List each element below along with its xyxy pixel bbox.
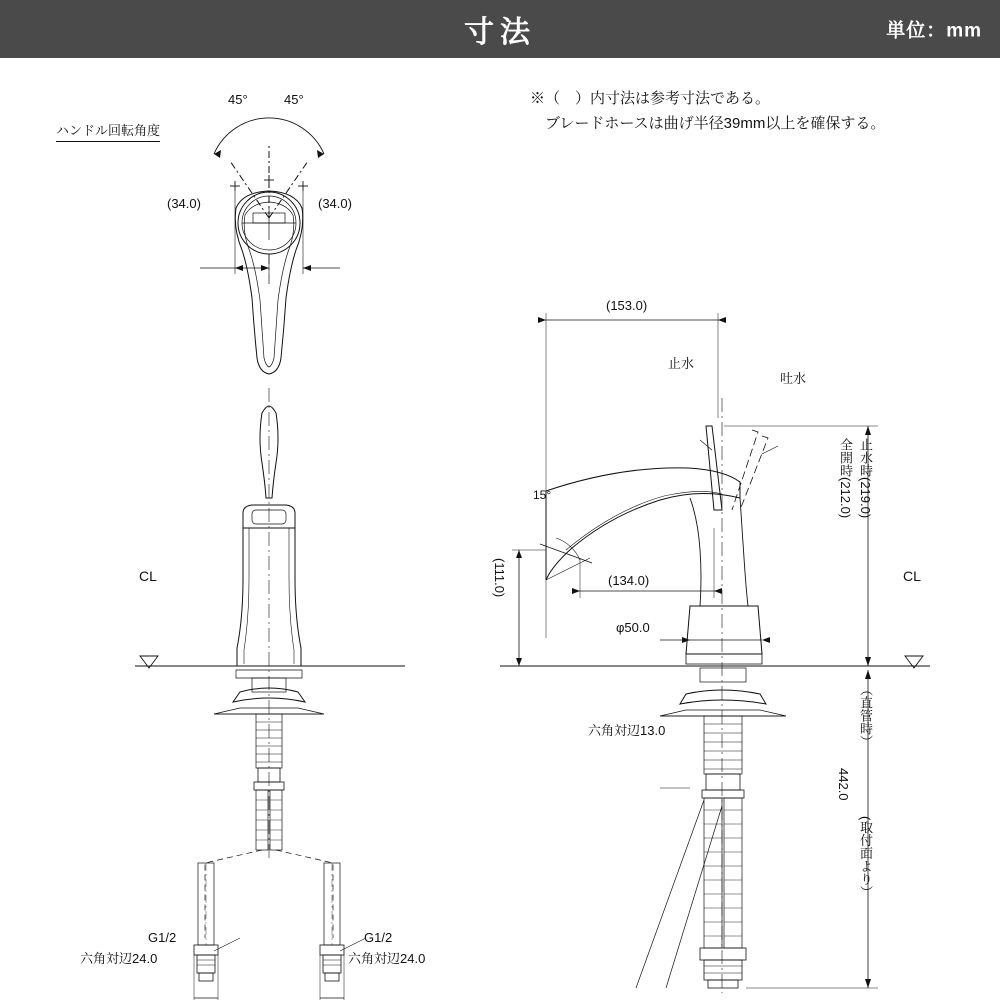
- side-view-centerline-label: CL: [903, 568, 921, 584]
- dim-base-diameter: φ50.0: [616, 620, 650, 635]
- dim-straight-note: （直管時）: [858, 683, 873, 748]
- label-hex24-right: 六角対辺24.0: [348, 951, 426, 966]
- dim-hex13: 六角対辺13.0: [588, 723, 666, 738]
- technical-drawing: [0, 58, 1000, 1000]
- note-line-2: ブレードホースは曲げ半径39mm以上を確保する。: [530, 115, 886, 132]
- header-bar: [0, 0, 1000, 58]
- dim-reach-total: (153.0): [606, 298, 648, 313]
- dim-left-34: (34.0): [167, 196, 201, 211]
- note-line-1: ※（ ）内寸法は参考寸法である。: [530, 90, 771, 107]
- label-flow-water: 吐水: [780, 371, 807, 386]
- dim-from-mount: (取付面より）: [858, 816, 873, 899]
- dim-height-stop: 止水時(219.0): [858, 438, 873, 519]
- handle-rotation-caption: ハンドル回転角度: [56, 120, 160, 142]
- dim-right-34: (34.0): [318, 196, 352, 211]
- dim-height-open: 全開時(212.0): [838, 438, 853, 519]
- dim-total-length: 442.0: [836, 768, 851, 801]
- label-stop-water: 止水: [668, 356, 695, 371]
- label-g12-left: G1/2: [148, 930, 177, 945]
- angle-right-label: 45°: [284, 92, 304, 107]
- dim-height-spout: (111.0): [492, 558, 507, 598]
- unit-label: 単位：mm: [886, 20, 982, 42]
- label-g12-right: G1/2: [364, 930, 393, 945]
- page-title: 寸法: [464, 16, 536, 49]
- dim-reach-spout: (134.0): [608, 573, 650, 588]
- front-view-centerline-label: CL: [139, 568, 157, 584]
- label-hex24-left: 六角対辺24.0: [80, 951, 158, 966]
- drawing-canvas: [0, 58, 1000, 1000]
- reference-note: [530, 86, 885, 136]
- dim-angle-15: 15°: [533, 488, 552, 502]
- angle-left-label: 45°: [228, 92, 248, 107]
